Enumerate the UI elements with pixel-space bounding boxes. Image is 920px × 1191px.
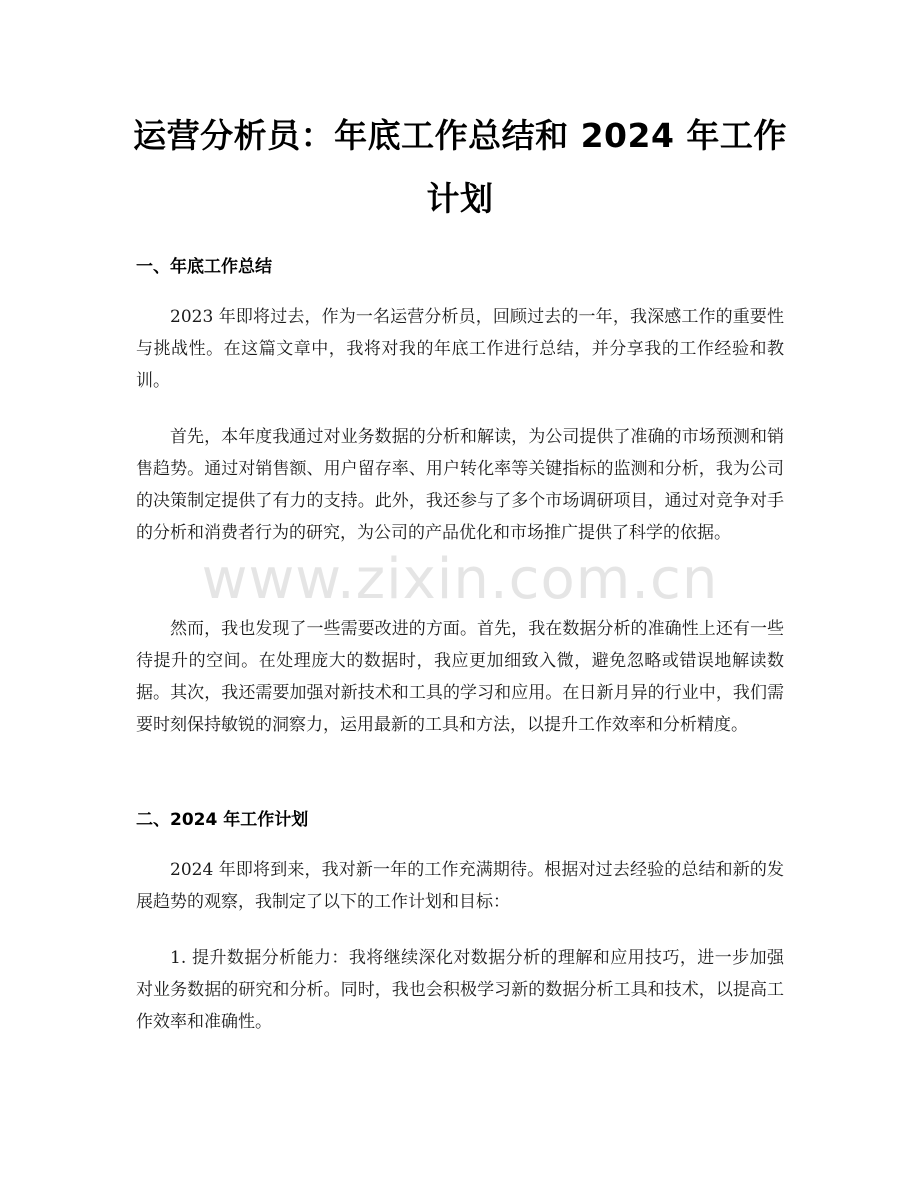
paragraph-summary-achievements: 首先，本年度我通过对业务数据的分析和解读，为公司提供了准确的市场预测和销售趋势。通过对销售额、用户留存率、用户转化率等关键指标的监测和分析，我为公司的决策制定提供了有力的支持。此外，我还参与了多个市场调研项目，通过对竞争对手的分析和消费者行为的研究，为公司的产品优化和市场推广提供了科学的依据。 <box>136 427 784 543</box>
watermark: www.zixin.com.cn <box>201 547 719 612</box>
paragraph-summary-improvements: 然而，我也发现了一些需要改进的方面。首先，我在数据分析的准确性上还有一些待提升的空间。在处理庞大的数据时，我应更加细致入微，避免忽略或错误地解读数据。其次，我还需要加强对新技术和工具的学习和应用。在日新月异的行业中，我们需要时刻保持敏锐的洞察力，运用最新的工具和方法，以提升工作效率和分析精度。 <box>136 619 784 735</box>
section-heading-summary: 一、年底工作总结 <box>136 257 272 277</box>
document-title: 运营分析员：年底工作总结和 2024 年工作计划 <box>133 116 787 218</box>
section-heading-plan: 二、2024 年工作计划 <box>136 810 309 830</box>
paragraph-plan-item-1: 1. 提升数据分析能力：我将继续深化对数据分析的理解和应用技巧，进一步加强对业务数据的研究和分析。同时，我也会积极学习新的数据分析工具和技术，以提高工作效率和准确性。 <box>136 948 784 1032</box>
paragraph-plan-intro: 2024 年即将到来，我对新一年的工作充满期待。根据对过去经验的总结和新的发展趋势的观察，我制定了以下的工作计划和目标： <box>136 860 784 912</box>
paragraph-summary-intro: 2023 年即将过去，作为一名运营分析员，回顾过去的一年，我深感工作的重要性与挑战性。在这篇文章中，我将对我的年底工作进行总结，并分享我的工作经验和教训。 <box>136 307 784 391</box>
